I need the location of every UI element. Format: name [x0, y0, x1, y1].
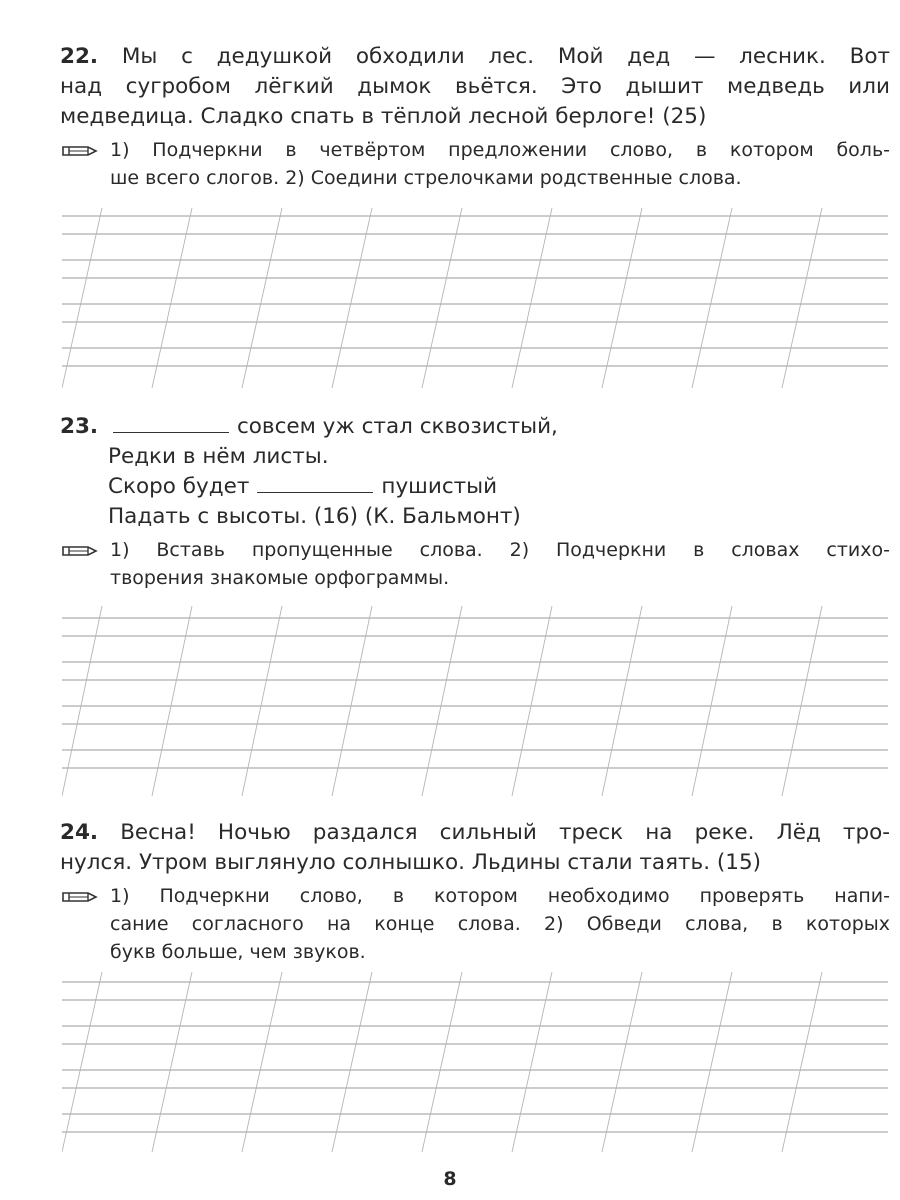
writing-grid-22[interactable] [62, 208, 888, 388]
task-instructions [60, 882, 890, 966]
pencil-icon [60, 542, 100, 560]
fill-blank[interactable] [113, 431, 229, 433]
task-line: 1) Подчеркни слово, в котором необходимо проверять напи- [110, 885, 890, 907]
exercise-text-line: 24. Весна! Ночью раздался сильный треск на реке. Лёд тро- [60, 820, 890, 845]
poem-line: Скоро будет пушистый [108, 474, 498, 499]
exercise-22 [60, 42, 890, 192]
exercise-text-line: нулся. Утром выглянуло солнышко. Льдины стали таять. (15) [60, 850, 762, 875]
exercise-text-line: 22. Мы с дедушкой обходили лес. Мой дед — лесник. Вот [60, 44, 890, 69]
exercise-number: 22. [60, 44, 99, 69]
task-line: ше всего слогов. 2) Соедини стрелочками родственные слова. [110, 167, 742, 189]
exercise-23 [60, 412, 890, 592]
fill-blank[interactable] [257, 491, 373, 493]
poem-line: Редки в нём листы. [108, 444, 329, 469]
task-instructions [60, 136, 890, 192]
exercise-24 [60, 818, 890, 966]
exercise-text-line: над сугробом лёгкий дымок вьётся. Это дышит медведь или [60, 74, 890, 99]
writing-lines [62, 972, 888, 1152]
exercise-number: 23. [60, 414, 99, 439]
pencil-icon [60, 142, 100, 160]
exercise-number: 24. [60, 820, 99, 845]
writing-grid-24[interactable] [62, 972, 888, 1152]
task-line: сание согласного на конце слова. 2) Обведи слова, в которых [110, 913, 890, 935]
task-line: 1) Вставь пропущенные слова. 2) Подчеркни в словах стихо- [110, 539, 890, 561]
task-line: 1) Подчеркни в четвёртом предложении слово, в котором боль- [110, 139, 890, 161]
writing-grid-23[interactable] [62, 606, 888, 796]
exercise-text-line: медведица. Сладко спать в тёплой лесной берлоге! (25) [60, 104, 707, 129]
page-number: 8 [443, 1168, 457, 1190]
task-line: букв больше, чем звуков. [110, 941, 366, 963]
writing-lines [62, 606, 888, 796]
poem-line: Падать с высоты. (16) (К. Бальмонт) [108, 504, 521, 529]
task-instructions [60, 536, 890, 592]
writing-lines [62, 208, 888, 388]
poem-line: 23. совсем уж стал сквозистый, [60, 414, 558, 439]
task-line: творения знакомые орфограммы. [110, 567, 450, 589]
pencil-icon [60, 888, 100, 906]
